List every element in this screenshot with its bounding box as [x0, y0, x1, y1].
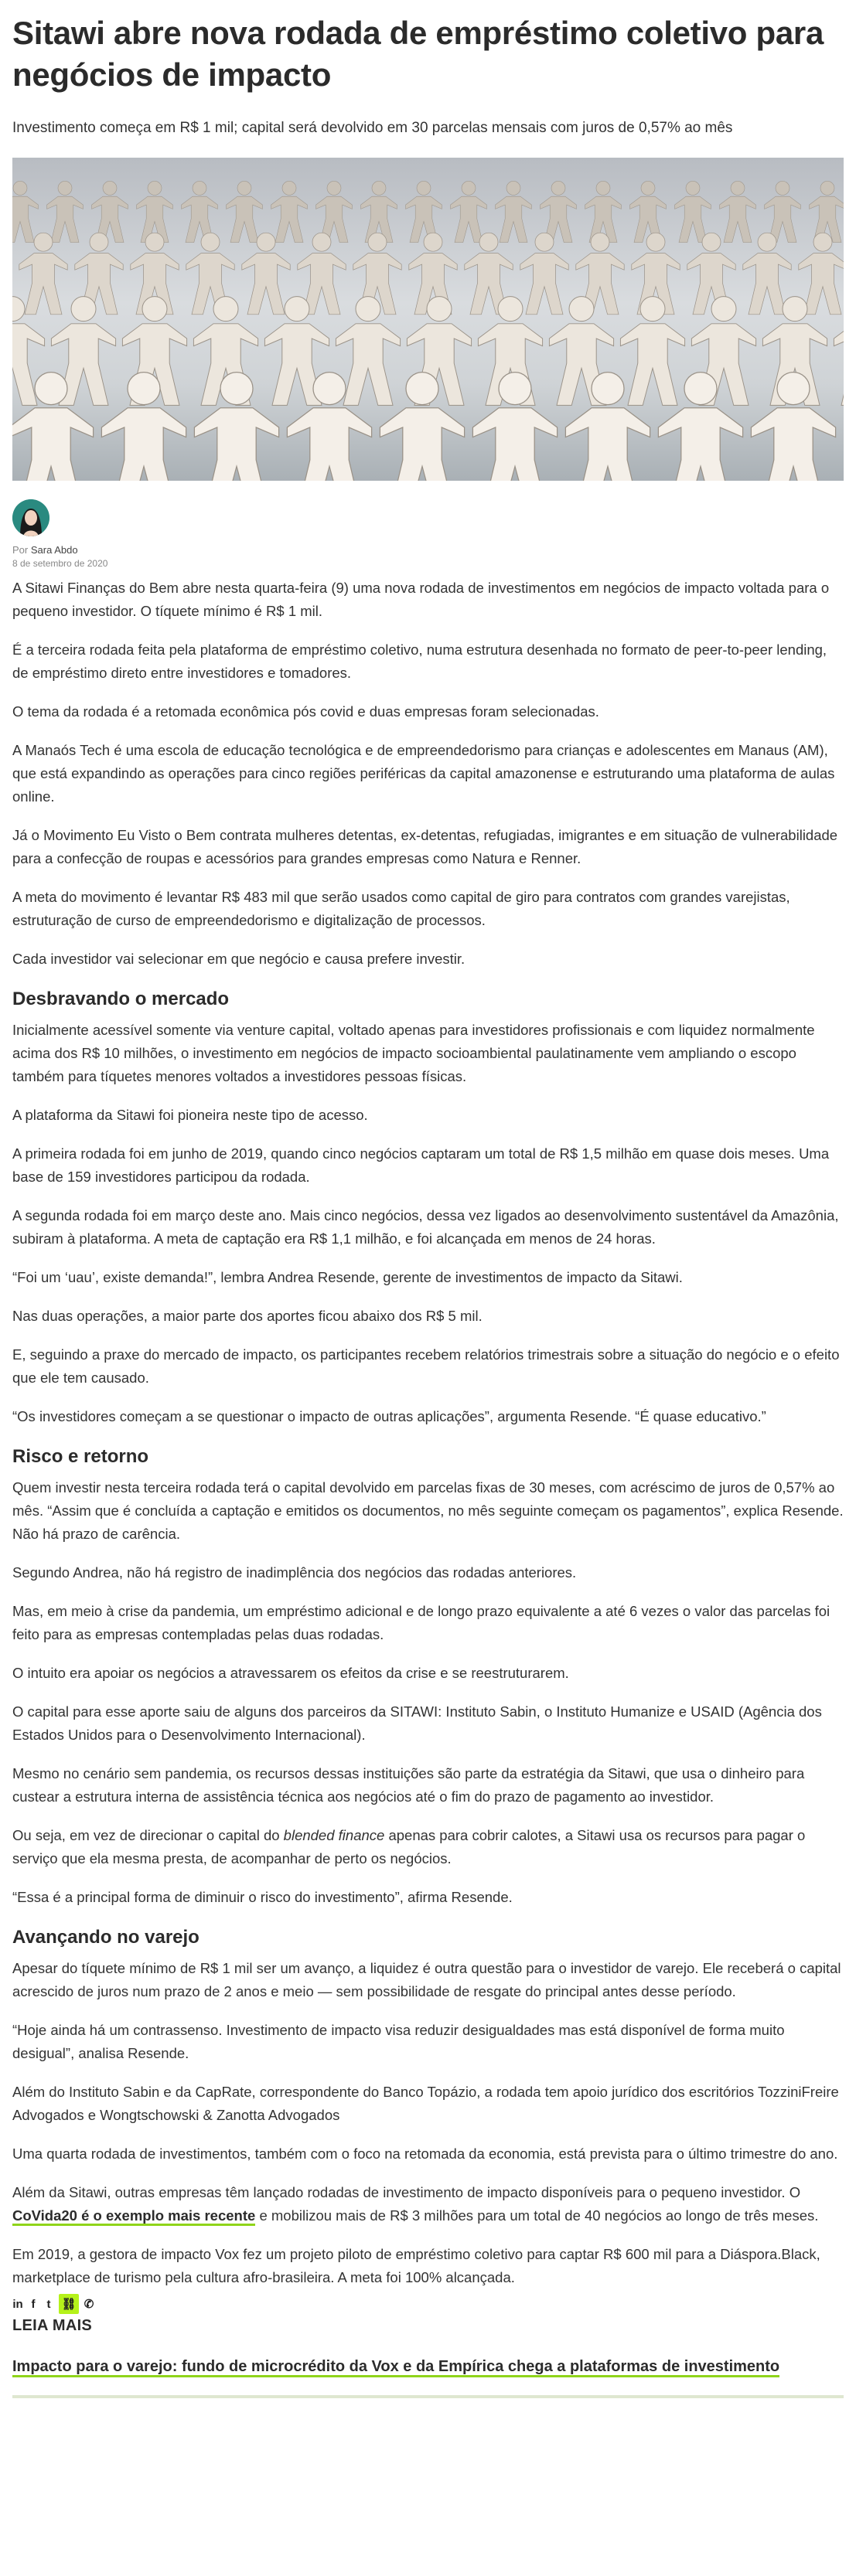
- paper-figure: [451, 181, 487, 242]
- linkedin-icon[interactable]: in: [12, 2297, 23, 2311]
- paper-figure: [12, 181, 38, 242]
- paragraph: E, seguindo a praxe do mercado de impacto, os participantes recebem relatórios trimestrais sobre a situação do negócio e o efeito que ele tem causado.: [12, 1346, 840, 1386]
- paper-figure: [496, 181, 532, 242]
- article-body: [12, 577, 844, 2289]
- paper-figure: [810, 181, 844, 242]
- byline-prefix: Por: [12, 544, 31, 556]
- text: Ou seja, em vez de direcionar o capital do: [12, 1827, 284, 1843]
- emphasis: blended finance: [283, 1827, 385, 1843]
- share-bar: [12, 2294, 844, 2314]
- facebook-icon[interactable]: f: [31, 2297, 36, 2311]
- paper-figure: [472, 373, 557, 481]
- paper-figure: [227, 181, 263, 242]
- author-block: [12, 499, 844, 577]
- hero-image: [12, 158, 844, 481]
- paragraph: A Manaós Tech é uma escola de educação tecnológica e de empreendedorismo para crianças e adolescentes em Manaus (AM), que está expandindo as operações para cinco regiões periféricas da capital amazonense e estruturando uma plataforma de aulas online.: [12, 742, 835, 805]
- paragraph: A primeira rodada foi em junho de 2019, quando cinco negócios captaram um total de R$ 1,5 milhão em quase dois meses. Uma base de 159 investidores participou da rodada.: [12, 1145, 830, 1185]
- whatsapp-icon[interactable]: ✆: [84, 2298, 94, 2311]
- article-title: Sitawi abre nova rodada de empréstimo coletivo para negócios de impacto: [12, 15, 824, 93]
- author-name[interactable]: Sara Abdo: [30, 544, 78, 556]
- paper-people-illustration: [12, 158, 844, 481]
- paragraph: “Hoje ainda há um contrassenso. Investimento de impacto visa reduzir desigualdades mas está disponível de forma muito desigual”, analisa Resende.: [12, 2022, 785, 2061]
- author-avatar[interactable]: [12, 499, 49, 536]
- section-heading: Avançando no varejo: [12, 1927, 200, 1948]
- paragraph: Segundo Andrea, não há registro de inadimplência dos negócios das rodadas anteriores.: [12, 1564, 577, 1581]
- paragraph: Mesmo no cenário sem pandemia, os recursos dessas instituições são parte da estratégia da Sitawi, que usa o dinheiro para custear a estrutura interna de assistência técnica aos negócios até o fim do prazo de pagamento ao investidor.: [12, 1765, 805, 1805]
- paragraph: A meta do movimento é levantar R$ 483 mil que serão usados como capital de giro para contratos com grandes varejistas, estruturação de curso de empreendedorismo e digitalização de processos.: [12, 889, 790, 928]
- related-article-title[interactable]: Impacto para o varejo: fundo de microcrédito da Vox e da Empírica chega a plataformas de investimento: [12, 2358, 779, 2377]
- paragraph: A Sitawi Finanças do Bem abre nesta quarta-feira (9) uma nova rodada de investimentos em negócios de impacto voltada para o pequeno investidor. O tíquete mínimo é R$ 1 mil.: [12, 580, 830, 619]
- copy-link-icon[interactable]: ⛓: [59, 2294, 79, 2314]
- article-subtitle: Investimento começa em R$ 1 mil; capital será devolvido em 30 parcelas mensais com juros de 0,57% ao mês: [12, 120, 733, 136]
- paragraph: A segunda rodada foi em março deste ano. Mais cinco negócios, dessa vez ligados ao desenvolvimento sustentável da Amazônia, subiram à plataforma. A meta de captação era R$ 1,1 milhão, e foi alcançada em menos de 24 horas.: [12, 1207, 839, 1247]
- paragraph: Inicialmente acessível somente via venture capital, voltado apenas para investidores profissionais e com liquidez normalmente acima dos R$ 10 milhões, o investimento em negócios de impacto socioambiental paulatinamente vem ampliando o escopo também para tíquetes menores voltados a investidores pessoas físicas.: [12, 1022, 815, 1084]
- paragraph: Cada investidor vai selecionar em que negócio e causa prefere investir.: [12, 951, 466, 967]
- paragraph: Além do Instituto Sabin e da CapRate, correspondente do Banco Topázio, a rodada tem apoio jurídico dos escritórios TozziniFreire Advogados e Wongtschowski & Zanotta Advogados: [12, 2084, 839, 2123]
- paragraph: Nas duas operações, a maior parte dos aportes ficou abaixo dos R$ 5 mil.: [12, 1308, 483, 1324]
- paper-figure: [520, 233, 568, 315]
- text: e mobilizou mais de R$ 3 milhões para um total de 40 negócios ao longo de três meses.: [255, 2207, 819, 2224]
- paper-figure: [743, 233, 791, 315]
- article: [12, 0, 844, 2398]
- publish-date: 8 de setembro de 2020: [12, 558, 108, 569]
- paragraph: Uma quarta rodada de investimentos, também com o foco na retomada da economia, está prevista para o último trimestre do ano.: [12, 2146, 838, 2162]
- paper-figure: [47, 181, 84, 242]
- paper-figure: [271, 181, 308, 242]
- paper-figure: [720, 181, 756, 242]
- related-article-link[interactable]: [12, 2355, 844, 2378]
- paragraph: “Essa é a principal forma de diminuir o risco do investimento”, afirma Resende.: [12, 1889, 513, 1905]
- paper-figure: [751, 373, 835, 481]
- section-heading: Risco e retorno: [12, 1446, 149, 1467]
- paragraph: “Foi um ‘uau’, existe demanda!”, lembra Andrea Resende, gerente de investimentos de impacto da Sitawi.: [12, 1269, 683, 1285]
- paragraph: Apesar do tíquete mínimo de R$ 1 mil ser um avanço, a liquidez é outra questão para o investidor de varejo. Ele receberá o capital acrescido de juros num prazo de 2 anos e meio — sem possibilidade de resgate do principal antes desse período.: [12, 1960, 841, 1999]
- paragraph: [12, 2181, 844, 2227]
- paragraph: É a terceira rodada feita pela plataforma de empréstimo coletivo, numa estrutura desenhada no formato de peer-to-peer lending, de empréstimo direto entre investidores e tomadores.: [12, 641, 827, 681]
- paragraph: O tema da rodada é a retomada econômica pós covid e duas empresas foram selecionadas.: [12, 703, 599, 720]
- paragraph: A plataforma da Sitawi foi pioneira neste tipo de acesso.: [12, 1107, 368, 1123]
- paper-figure: [675, 181, 711, 242]
- divider: [12, 2395, 844, 2398]
- covida20-link[interactable]: CoVida20 é o exemplo mais recente: [12, 2207, 255, 2226]
- paragraph: Mas, em meio à crise da pandemia, um empréstimo adicional e de longo prazo equivalente a até 6 vezes o valor das parcelas foi feito para as empresas contempladas pelas duas rodadas.: [12, 1603, 830, 1642]
- leia-mais-label: LEIA MAIS: [12, 2317, 93, 2334]
- paragraph: “Os investidores começam a se questionar o impacto de outras aplicações”, argumenta Resende. “É quase educativo.”: [12, 1408, 766, 1424]
- paper-figure: [620, 297, 684, 406]
- byline: [12, 544, 78, 556]
- paragraph: Já o Movimento Eu Visto o Bem contrata mulheres detentas, ex-detentas, refugiadas, imigrantes e em situação de vulnerabilidade para a confecção de roupas e acessórios para grandes empresas como Natura e Renner.: [12, 827, 838, 866]
- text: Além da Sitawi, outras empresas têm lançado rodadas de investimento de impacto disponíveis para o pequeno investidor. O: [12, 2184, 801, 2200]
- paragraph: Quem investir nesta terceira rodada terá o capital devolvido em parcelas fixas de 30 meses, com acréscimo de juros de 0,57% ao mês. “Assim que é concluída a captação e emitidos os documentos, no mês seguinte começam os pagamentos”, explica Resende. Não há prazo de carência.: [12, 1479, 844, 1542]
- paper-figure: [630, 181, 667, 242]
- paper-figure: [19, 233, 67, 315]
- paragraph: Em 2019, a gestora de impacto Vox fez um projeto piloto de empréstimo coletivo para captar R$ 600 mil para a Diáspora.Black, marketplace de turismo pela cultura afro-brasileira. A meta foi 100% alcançada.: [12, 2246, 820, 2285]
- paper-figure: [242, 233, 290, 315]
- paragraph: O capital para esse aporte saiu de alguns dos parceiros da SITAWI: Instituto Sabin, o Instituto Humanize e USAID (Agência dos Estados Unidos para o Desenvolvimento Internacional).: [12, 1703, 822, 1743]
- twitter-icon[interactable]: t: [46, 2297, 51, 2311]
- paragraph: [12, 1824, 844, 1870]
- text: apenas para cobrir calotes, a Sitawi usa os recursos para pagar o serviço que ela mesma presta, de acompanhar de perto os negócios.: [12, 1827, 806, 1866]
- paragraph: O intuito era apoiar os negócios a atravessarem os efeitos da crise e se reestruturarem.: [12, 1665, 569, 1681]
- section-heading: Desbravando o mercado: [12, 989, 230, 1009]
